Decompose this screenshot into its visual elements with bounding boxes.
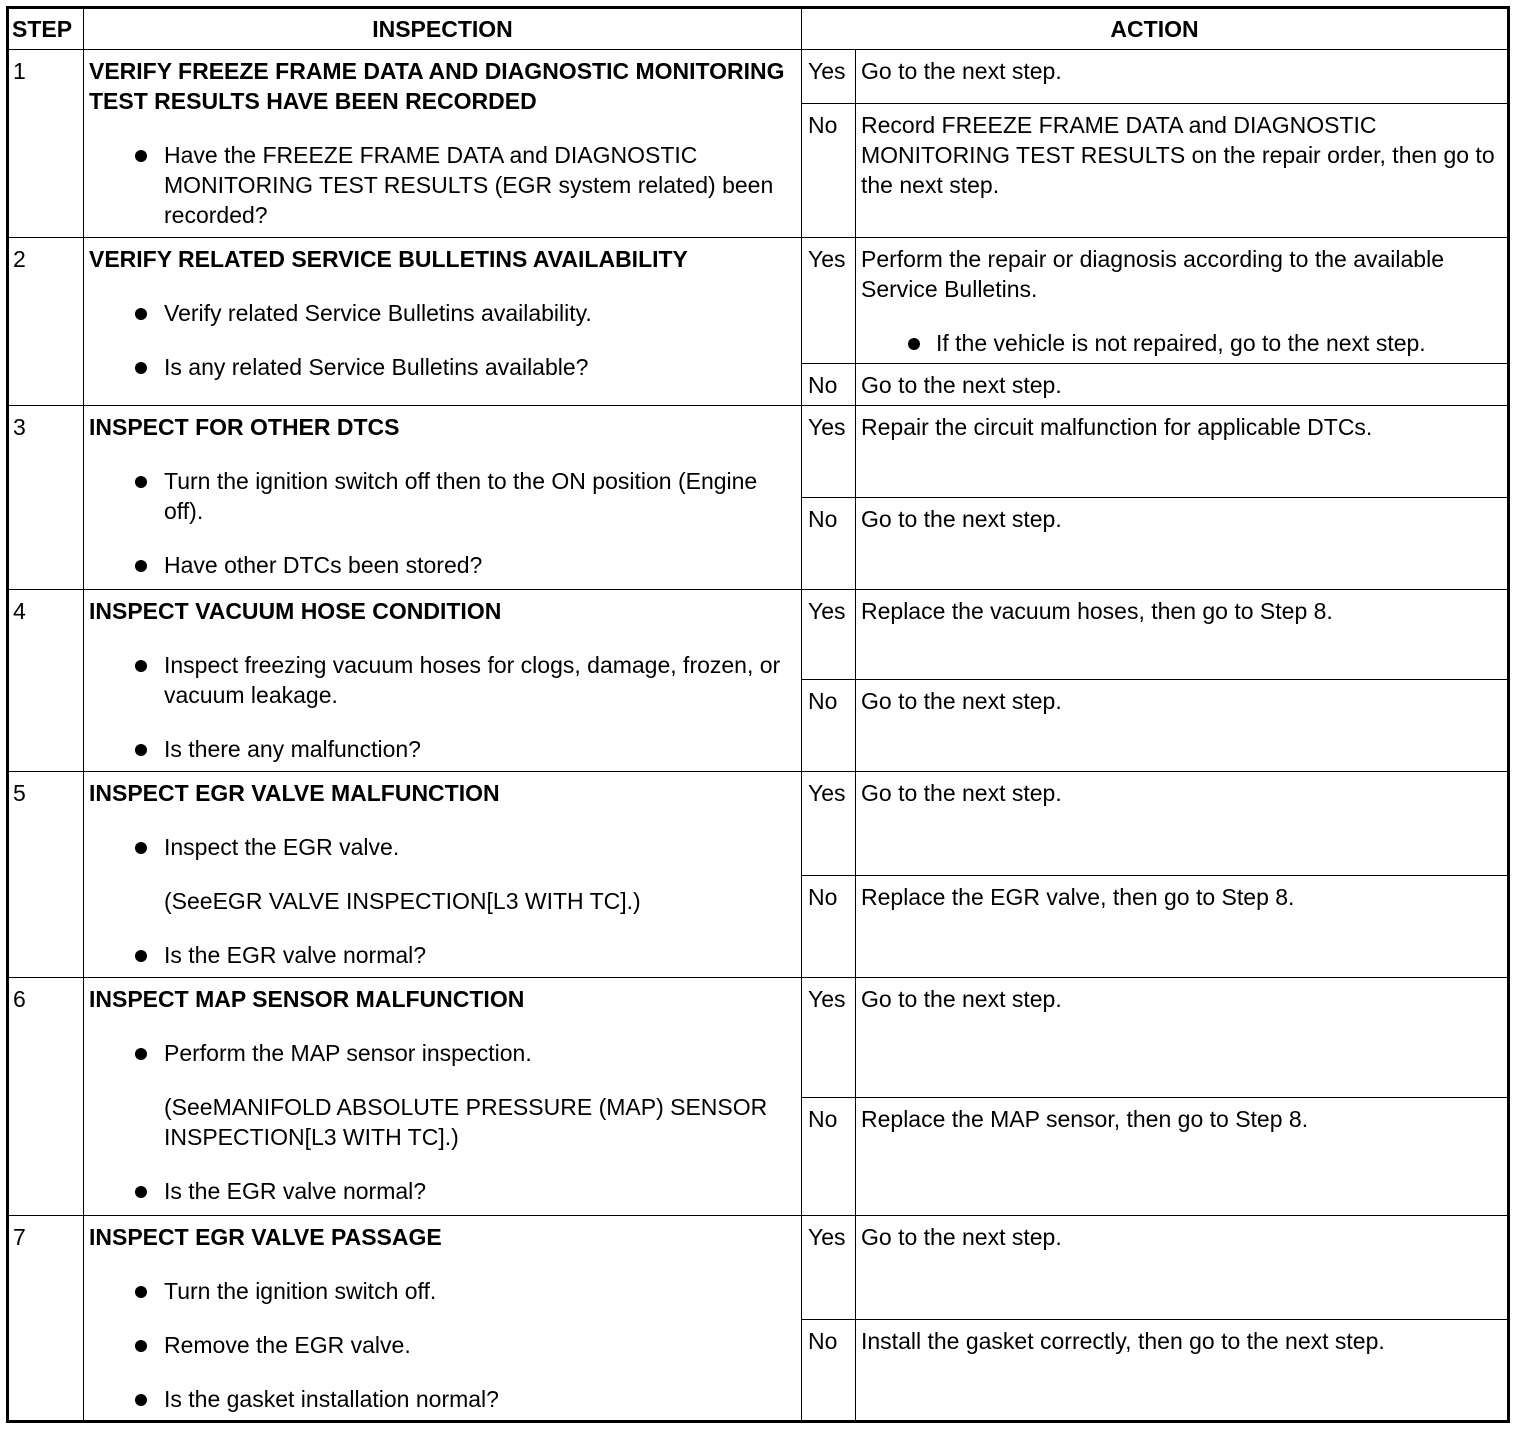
bullet-icon <box>135 1394 147 1406</box>
bullet-icon <box>135 1186 147 1198</box>
yes-action: Replace the vacuum hoses, then go to Step 8. <box>856 590 1509 680</box>
step-5-yes-row <box>8 772 1509 876</box>
inspection-item: Is the gasket installation normal? <box>89 1384 796 1414</box>
no-label: No <box>802 104 856 238</box>
step-1-yes-row <box>8 50 1509 104</box>
inspection-title: INSPECT EGR VALVE MALFUNCTION <box>89 780 500 806</box>
inspection-item: Remove the EGR valve. <box>89 1330 796 1360</box>
step-6-yes-row <box>8 978 1509 1098</box>
no-label: No <box>802 364 856 406</box>
no-action: Install the gasket correctly, then go to the next step. <box>856 1320 1509 1422</box>
yes-action: Go to the next step. <box>856 1216 1509 1320</box>
no-label: No <box>802 1098 856 1216</box>
bullet-icon <box>908 338 920 350</box>
yes-action: Go to the next step. <box>856 978 1509 1098</box>
yes-label: Yes <box>802 772 856 876</box>
inspection-item: Perform the MAP sensor inspection. <box>89 1038 796 1068</box>
header-step: STEP <box>8 8 84 50</box>
yes-label: Yes <box>802 978 856 1098</box>
bullet-icon <box>135 950 147 962</box>
inspection-cell <box>84 238 802 406</box>
yes-label: Yes <box>802 238 856 364</box>
header-action: ACTION <box>802 8 1509 50</box>
bullet-icon <box>135 476 147 488</box>
inspection-cell <box>84 50 802 238</box>
no-action: Go to the next step. <box>856 364 1509 406</box>
bullet-icon <box>135 744 147 756</box>
inspection-title: INSPECT MAP SENSOR MALFUNCTION <box>89 986 525 1012</box>
inspection-title: INSPECT EGR VALVE PASSAGE <box>89 1224 442 1250</box>
bullet-icon <box>135 1286 147 1298</box>
inspection-item: Is there any malfunction? <box>89 734 796 764</box>
step-number: 4 <box>8 590 84 772</box>
bullet-icon <box>135 1340 147 1352</box>
inspection-title: VERIFY FREEZE FRAME DATA AND DIAGNOSTIC MONITORING TEST RESULTS HAVE BEEN RECORDED <box>89 58 785 114</box>
inspection-item: Is any related Service Bulletins available? <box>89 352 796 382</box>
inspection-title: INSPECT VACUUM HOSE CONDITION <box>89 598 502 624</box>
no-action: Replace the MAP sensor, then go to Step 8. <box>856 1098 1509 1216</box>
step-number: 6 <box>8 978 84 1216</box>
bullet-icon <box>135 560 147 572</box>
no-action: Go to the next step. <box>856 680 1509 772</box>
bullet-icon <box>135 1048 147 1060</box>
inspection-cell <box>84 406 802 590</box>
yes-action: Go to the next step. <box>856 772 1509 876</box>
inspection-cell <box>84 590 802 772</box>
step-number: 3 <box>8 406 84 590</box>
step-7-yes-row <box>8 1216 1509 1320</box>
inspection-item: Have other DTCs been stored? <box>89 550 796 580</box>
bullet-icon <box>135 362 147 374</box>
header-inspection: INSPECTION <box>84 8 802 50</box>
no-label: No <box>802 498 856 590</box>
no-action: Replace the EGR valve, then go to Step 8. <box>856 876 1509 978</box>
inspection-item: Have the FREEZE FRAME DATA and DIAGNOSTIC MONITORING TEST RESULTS (EGR system related) been recorded? <box>89 140 796 230</box>
no-action: Record FREEZE FRAME DATA and DIAGNOSTIC MONITORING TEST RESULTS on the repair order, then go to the next step. <box>856 104 1509 238</box>
inspection-item: Inspect the EGR valve. <box>89 832 796 862</box>
no-label: No <box>802 680 856 772</box>
bullet-icon <box>135 660 147 672</box>
no-label: No <box>802 1320 856 1422</box>
inspection-item: Inspect freezing vacuum hoses for clogs, damage, frozen, or vacuum leakage. <box>89 650 796 710</box>
step-4-yes-row <box>8 590 1509 680</box>
inspection-reference: (SeeMANIFOLD ABSOLUTE PRESSURE (MAP) SENSOR INSPECTION[L3 WITH TC].) <box>164 1094 768 1150</box>
inspection-cell <box>84 772 802 978</box>
yes-label: Yes <box>802 406 856 498</box>
step-number: 1 <box>8 50 84 238</box>
header-row <box>8 8 1509 50</box>
yes-action: Go to the next step. <box>856 50 1509 104</box>
no-label: No <box>802 876 856 978</box>
inspection-item: Turn the ignition switch off then to the ON position (Engine off). <box>89 466 796 526</box>
yes-action: Perform the repair or diagnosis according to the available Service Bulletins. If the vehicle is not repaired, go to the next step. <box>856 238 1509 364</box>
step-3-yes-row <box>8 406 1509 498</box>
inspection-title: VERIFY RELATED SERVICE BULLETINS AVAILABILITY <box>89 246 688 272</box>
inspection-title: INSPECT FOR OTHER DTCS <box>89 414 400 440</box>
step-2-yes-row <box>8 238 1509 364</box>
step-number: 2 <box>8 238 84 406</box>
bullet-icon <box>135 308 147 320</box>
yes-label: Yes <box>802 590 856 680</box>
inspection-item: Is the EGR valve normal? <box>89 940 796 970</box>
inspection-item: Turn the ignition switch off. <box>89 1276 796 1306</box>
inspection-cell <box>84 1216 802 1422</box>
yes-label: Yes <box>802 50 856 104</box>
action-item: If the vehicle is not repaired, go to the next step. <box>861 328 1502 358</box>
inspection-item: Is the EGR valve normal? <box>89 1176 796 1206</box>
bullet-icon <box>135 150 147 162</box>
yes-label: Yes <box>802 1216 856 1320</box>
no-action: Go to the next step. <box>856 498 1509 590</box>
inspection-reference: (SeeEGR VALVE INSPECTION[L3 WITH TC].) <box>164 888 641 914</box>
bullet-icon <box>135 842 147 854</box>
inspection-item: Verify related Service Bulletins availability. <box>89 298 796 328</box>
inspection-cell <box>84 978 802 1216</box>
step-number: 5 <box>8 772 84 978</box>
yes-action: Repair the circuit malfunction for applicable DTCs. <box>856 406 1509 498</box>
diagnostic-procedure-table <box>6 6 1510 1423</box>
step-number: 7 <box>8 1216 84 1422</box>
